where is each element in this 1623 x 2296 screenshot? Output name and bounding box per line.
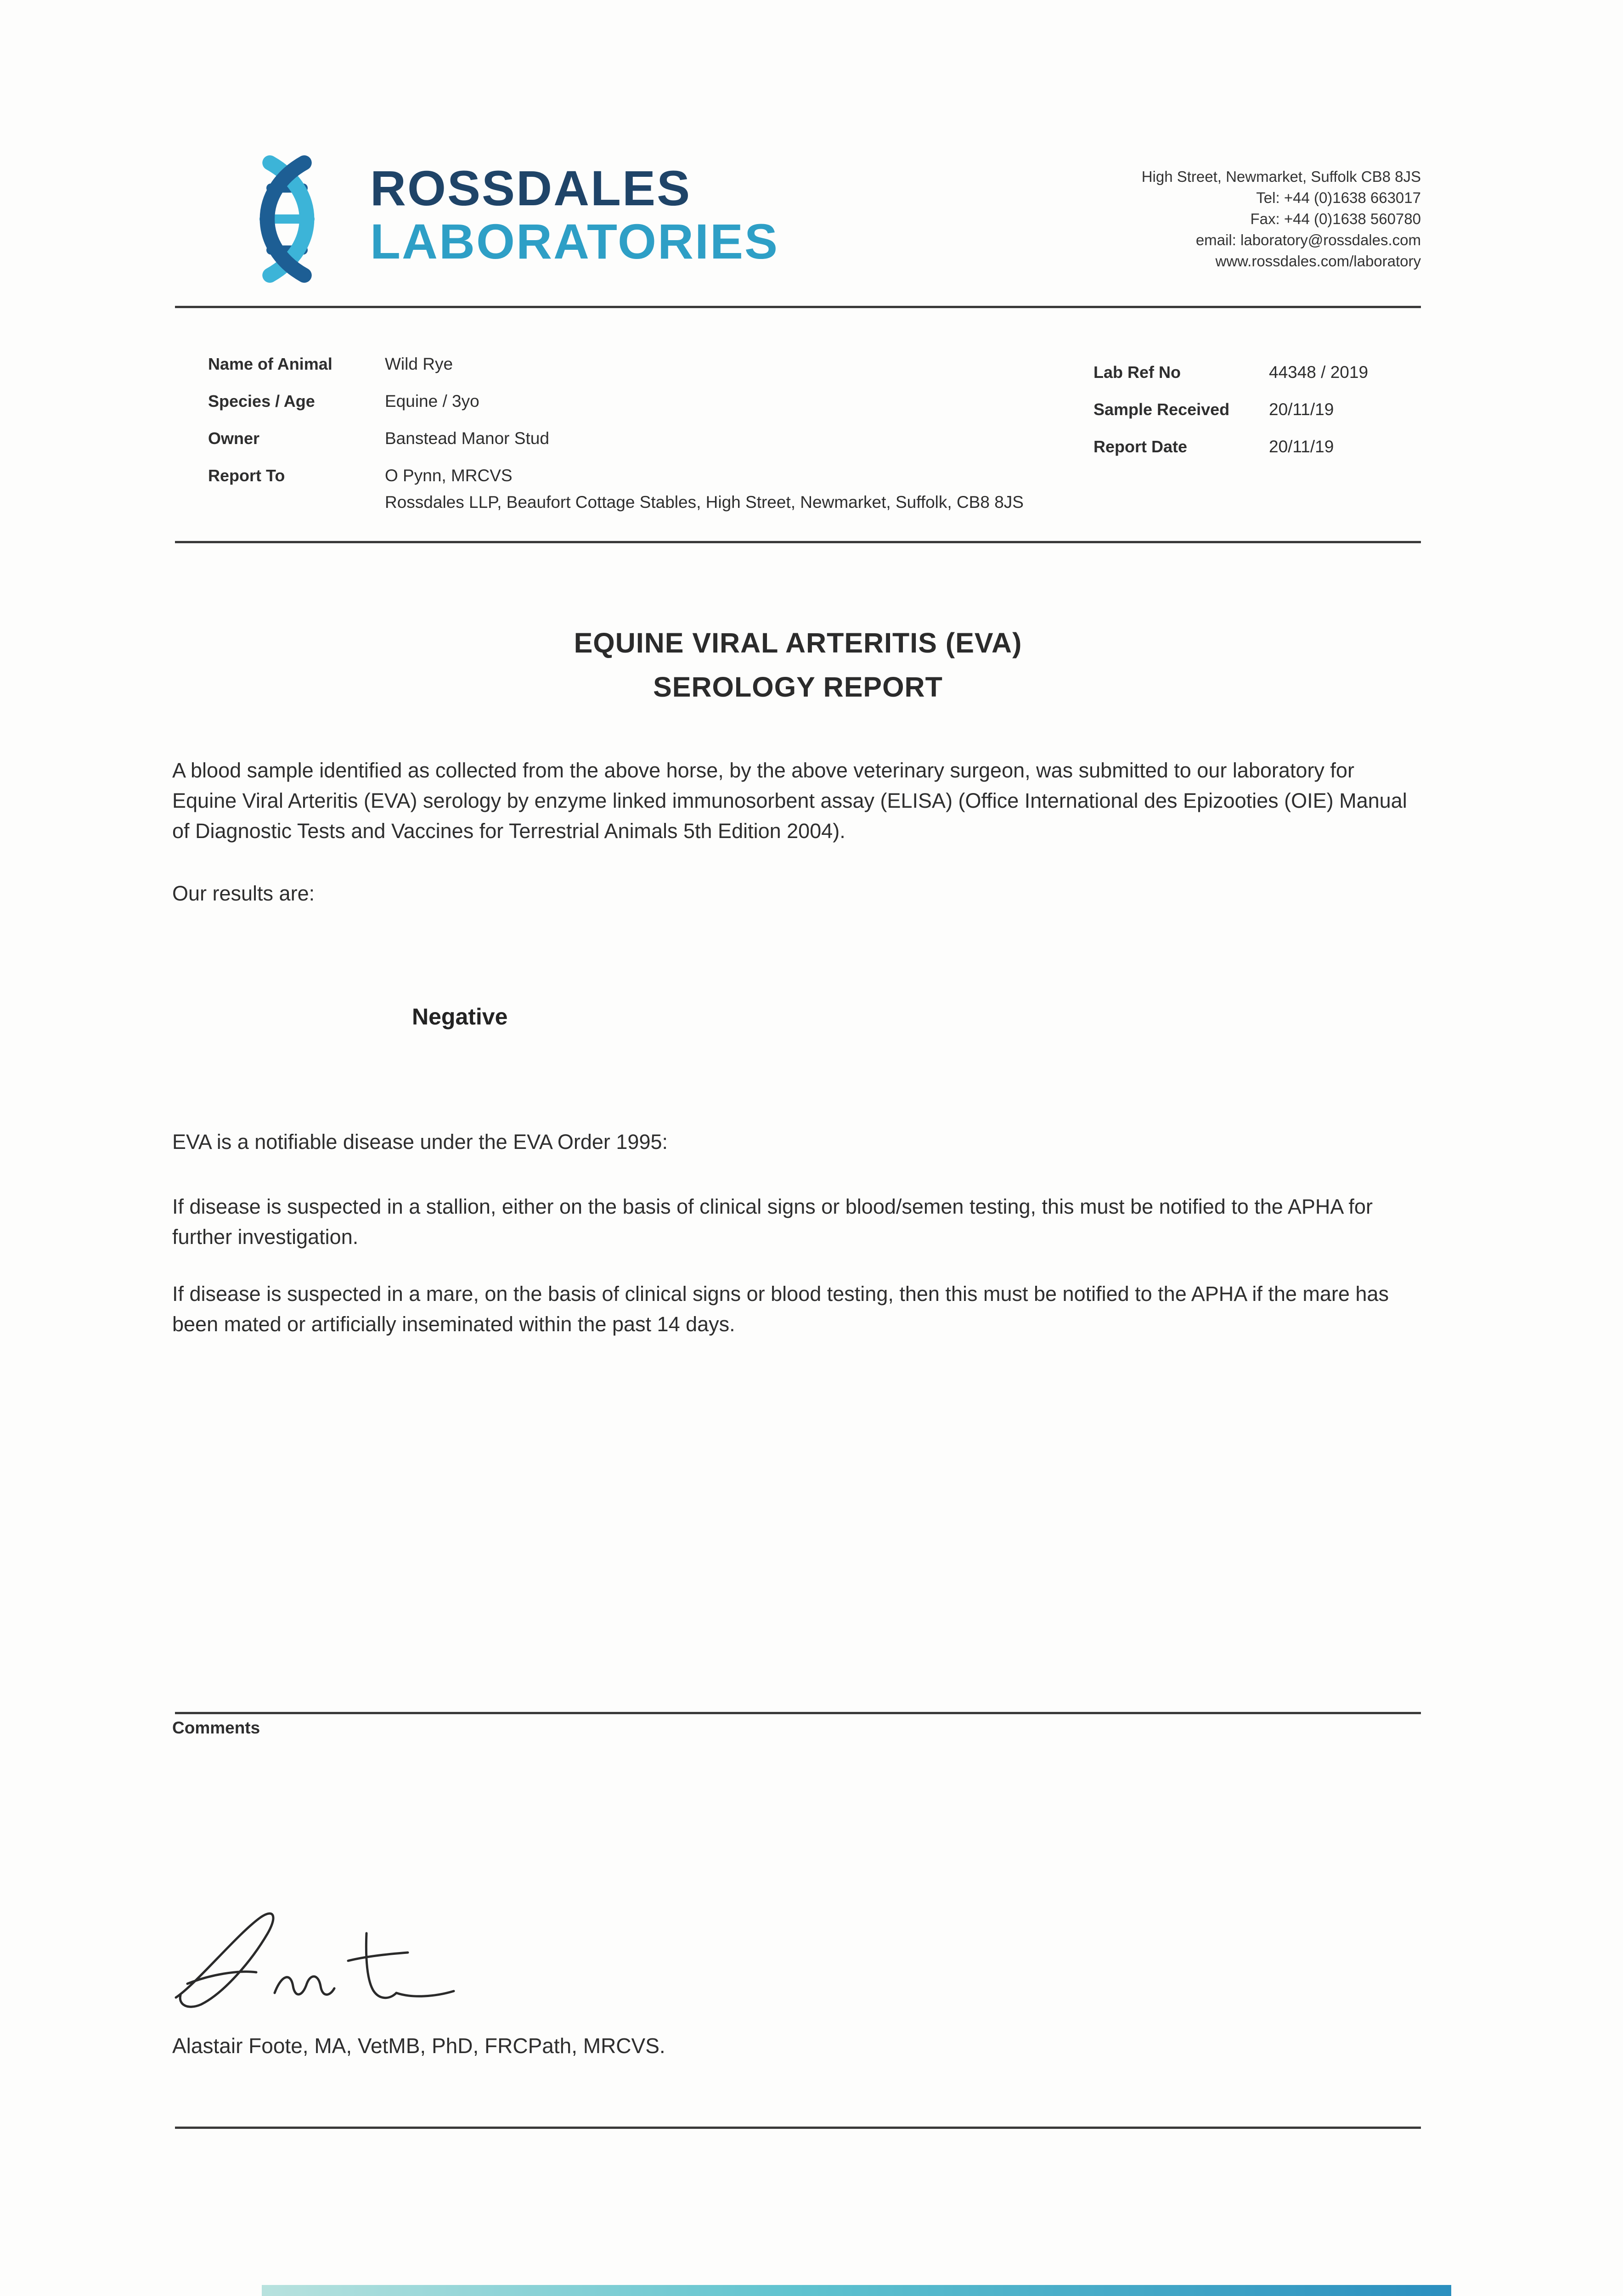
signature-scrawl-icon — [169, 1906, 481, 2025]
detail-value: Banstead Manor Stud — [385, 429, 549, 448]
detail-row-species-age — [208, 392, 1081, 429]
report-title-line2: SEROLOGY REPORT — [653, 671, 943, 703]
result-value: Negative — [412, 1004, 508, 1030]
brand-line-rossdales: ROSSDALES — [370, 160, 692, 216]
footer-divider — [175, 2127, 1421, 2129]
report-title — [175, 621, 1421, 709]
brand-wordmark — [370, 162, 779, 268]
detail-label: Owner — [208, 429, 260, 448]
report-title-line1: EQUINE VIRAL ARTERITIS (EVA) — [574, 627, 1022, 658]
brand-line-laboratories: LABORATORIES — [370, 214, 779, 269]
details-divider — [175, 541, 1421, 543]
detail-value: O Pynn, MRCVS — [385, 466, 513, 485]
detail-label: Report Date — [1093, 437, 1188, 456]
detail-row-lab-ref-no — [1093, 363, 1452, 400]
comments-divider — [175, 1712, 1421, 1714]
detail-label: Sample Received — [1093, 400, 1230, 419]
contact-website: www.rossdales.com/laboratory — [1215, 253, 1421, 270]
mare-paragraph: If disease is suspected in a mare, on the basis of clinical signs or blood testing, then this must be notified to the APHA if the mare has been mated or artificially inseminated within the past 14 days. — [172, 1282, 1389, 1336]
detail-label: Name of Animal — [208, 355, 332, 373]
contact-email: email: laboratory@rossdales.com — [1195, 231, 1421, 248]
detail-row-sample-received — [1093, 400, 1452, 437]
footer-accent-bar — [262, 2285, 1451, 2296]
contact-block — [778, 166, 1421, 272]
intro-paragraph: A blood sample identified as collected from the above horse, by the above veterinary surgeon, was submitted to our laboratory for Equine Viral Arteritis (EVA) serology by enzyme linked immunosorbent assay (ELISA) (Office International des Epizooties (OIE) Manual of Diagnostic Tests and Vaccines for Terrestrial Animals 5th Edition 2004). — [172, 759, 1407, 843]
animal-details — [208, 355, 1081, 512]
comments-label: Comments — [172, 1718, 260, 1737]
contact-address: High Street, Newmarket, Suffolk CB8 8JS — [1141, 168, 1421, 185]
results-intro: Our results are: — [172, 882, 315, 905]
stallion-paragraph: If disease is suspected in a stallion, either on the basis of clinical signs or blood/semen testing, this must be notified to the APHA for further investigation. — [172, 1195, 1373, 1249]
detail-value: 44348 / 2019 — [1269, 363, 1369, 382]
contact-tel: Tel: +44 (0)1638 663017 — [1256, 189, 1421, 206]
signatory-name: Alastair Foote, MA, VetMB, PhD, FRCPath, MRCVS. — [172, 2034, 665, 2058]
detail-row-owner — [208, 429, 1081, 466]
detail-value: Equine / 3yo — [385, 392, 479, 411]
dna-helix-logo-icon — [230, 155, 344, 283]
contact-fax: Fax: +44 (0)1638 560780 — [1250, 210, 1421, 227]
detail-label: Report To — [208, 466, 285, 485]
detail-value: 20/11/19 — [1269, 400, 1334, 419]
detail-value: 20/11/19 — [1269, 437, 1334, 456]
lab-reference-details — [1093, 363, 1452, 474]
report-to-address: Rossdales LLP, Beaufort Cottage Stables, High Street, Newmarket, Suffolk, CB8 8JS — [385, 493, 1024, 512]
detail-label: Lab Ref No — [1093, 363, 1181, 382]
detail-label: Species / Age — [208, 392, 315, 411]
detail-row-report-date — [1093, 437, 1452, 474]
detail-row-report-to — [208, 466, 1081, 512]
detail-value: Wild Rye — [385, 355, 453, 373]
detail-row-name-of-animal — [208, 355, 1081, 392]
notifiable-statement: EVA is a notifiable disease under the EVA Order 1995: — [172, 1130, 668, 1154]
header-divider — [175, 306, 1421, 308]
